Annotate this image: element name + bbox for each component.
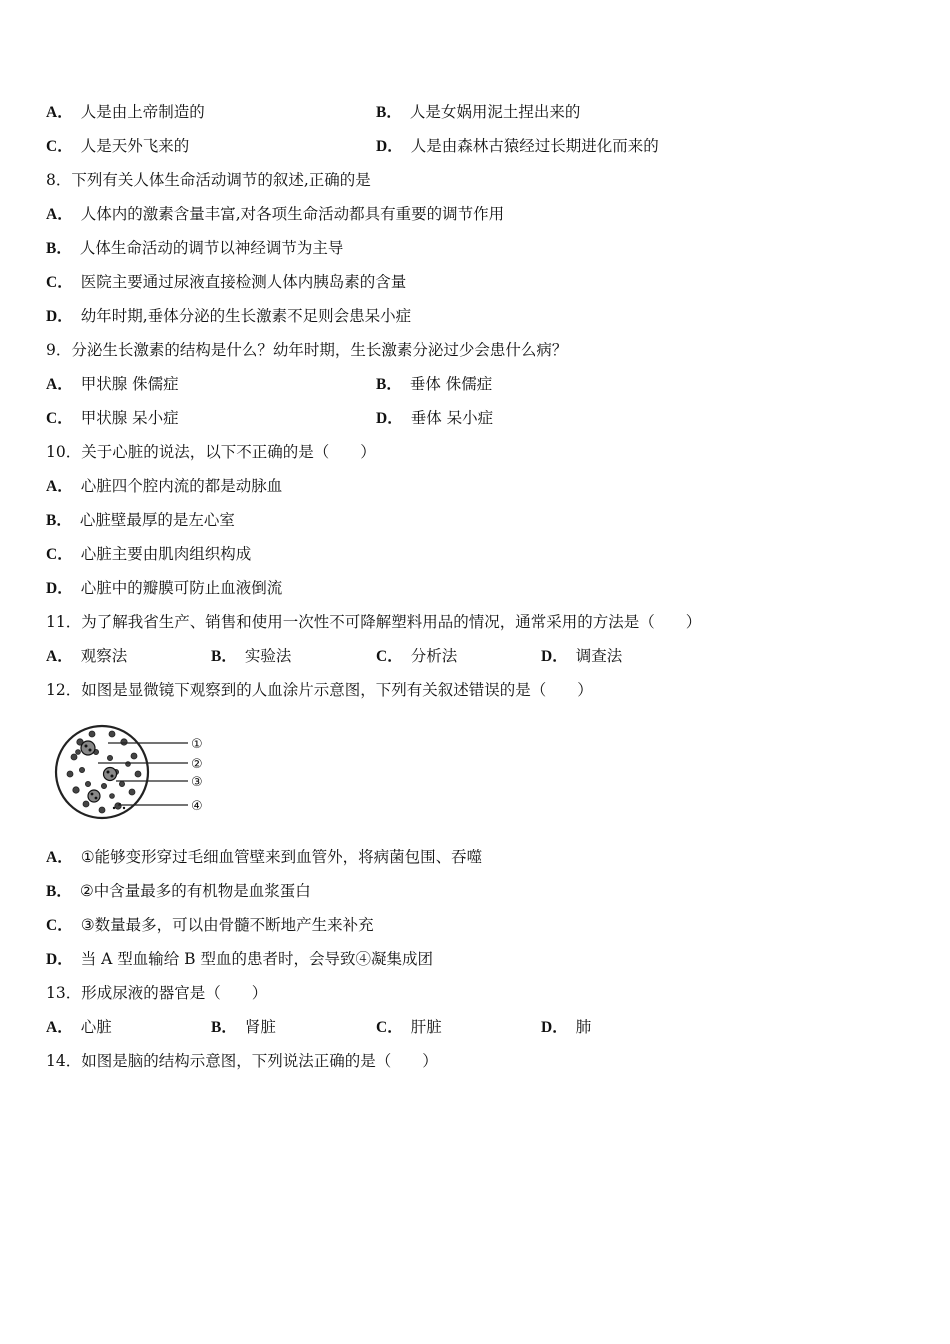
option-letter: A． <box>46 849 73 866</box>
option-text: 心脏四个腔内流的都是动脉血 <box>80 477 283 495</box>
option-letter: B． <box>46 240 72 257</box>
option-letter: D． <box>376 138 403 155</box>
figure-label-1: ① <box>191 737 203 752</box>
option-letter: B． <box>46 512 72 529</box>
option-text: 实验法 <box>244 647 292 665</box>
q12-option-a[interactable] <box>46 847 482 868</box>
q12-stem: 12．如图是显微镜下观察到的人血涂片示意图，下列有关叙述错误的是（ ） <box>46 681 593 699</box>
option-text: 当 A 型血输给 B 型血的患者时，会导致④凝集成团 <box>80 950 433 968</box>
option-text: 人是女娲用泥土捏出来的 <box>409 103 581 121</box>
option-text: 甲状腺 呆小症 <box>80 409 179 427</box>
option-letter: C． <box>46 410 73 427</box>
q8-option-c[interactable] <box>46 272 406 293</box>
option-letter: A． <box>46 206 73 223</box>
option-text: 人体生命活动的调节以神经调节为主导 <box>79 239 344 257</box>
q11-stem: 11．为了解我省生产、销售和使用一次性不可降解塑料用品的情况，通常采用的方法是（ ） <box>46 613 702 631</box>
option-letter: C． <box>46 917 73 934</box>
q9-option-b[interactable] <box>376 374 492 395</box>
option-letter: C． <box>376 1019 403 1036</box>
q12-option-c[interactable] <box>46 915 374 936</box>
q10-option-d[interactable] <box>46 578 282 599</box>
q7-option-a[interactable] <box>46 102 205 123</box>
q13-option-d[interactable] <box>541 1017 591 1038</box>
option-text: ②中含量最多的有机物是血浆蛋白 <box>79 882 311 900</box>
q8-stem: 8．下列有关人体生命活动调节的叙述,正确的是 <box>46 171 371 189</box>
q10-option-a[interactable] <box>46 476 282 497</box>
option-letter: A． <box>46 478 73 495</box>
option-letter: B． <box>211 1019 237 1036</box>
option-letter: A． <box>46 104 73 121</box>
option-text: 人是由上帝制造的 <box>80 103 205 121</box>
option-text: 人是天外飞来的 <box>80 137 190 155</box>
option-letter: A． <box>46 1019 73 1036</box>
option-text: 调查法 <box>575 647 623 665</box>
option-letter: B． <box>376 376 402 393</box>
q7-option-c[interactable] <box>46 136 189 157</box>
q8-option-a[interactable] <box>46 204 504 225</box>
option-letter: B． <box>46 883 72 900</box>
q9-option-a[interactable] <box>46 374 179 395</box>
q11-option-d[interactable] <box>541 646 622 667</box>
figure-label-4: ④ <box>191 799 203 814</box>
q7-option-b[interactable] <box>376 102 580 123</box>
q8-option-b[interactable] <box>46 238 343 259</box>
option-letter: C． <box>46 138 73 155</box>
q11-option-c[interactable] <box>376 646 457 667</box>
option-letter: D． <box>376 410 403 427</box>
figure-label-3: ③ <box>191 775 203 790</box>
blood-smear-figure <box>52 712 212 832</box>
option-letter: D． <box>46 580 73 597</box>
option-text: ③数量最多，可以由骨髓不断地产生来补充 <box>80 916 374 934</box>
option-letter: B． <box>211 648 237 665</box>
option-text: 甲状腺 侏儒症 <box>80 375 179 393</box>
option-text: 心脏 <box>80 1018 112 1036</box>
option-letter: D． <box>46 951 73 968</box>
q13-option-a[interactable] <box>46 1017 112 1038</box>
option-text: 心脏中的瓣膜可防止血液倒流 <box>80 579 283 597</box>
option-text: 肝脏 <box>410 1018 442 1036</box>
q9-option-d[interactable] <box>376 408 493 429</box>
figure-label-2: ② <box>191 757 203 772</box>
q10-option-b[interactable] <box>46 510 235 531</box>
option-letter: D． <box>541 1019 568 1036</box>
option-letter: D． <box>541 648 568 665</box>
option-text: 人体内的激素含量丰富,对各项生命活动都具有重要的调节作用 <box>80 205 505 223</box>
q10-option-c[interactable] <box>46 544 251 565</box>
q11-option-b[interactable] <box>211 646 291 667</box>
option-text: 观察法 <box>80 647 128 665</box>
option-text: 肺 <box>575 1018 592 1036</box>
option-letter: A． <box>46 648 73 665</box>
option-text: 人是由森林古猿经过长期进化而来的 <box>410 137 659 155</box>
q8-option-d[interactable] <box>46 306 411 327</box>
option-text: 垂体 呆小症 <box>410 409 494 427</box>
option-letter: D． <box>46 308 73 325</box>
q11-option-a[interactable] <box>46 646 127 667</box>
option-letter: B． <box>376 104 402 121</box>
option-letter: A． <box>46 376 73 393</box>
q13-option-b[interactable] <box>211 1017 276 1038</box>
q10-stem: 10．关于心脏的说法，以下不正确的是（ ） <box>46 443 376 461</box>
option-text: 医院主要通过尿液直接检测人体内胰岛素的含量 <box>80 273 407 291</box>
q9-option-c[interactable] <box>46 408 179 429</box>
q7-option-d[interactable] <box>376 136 659 157</box>
option-text: 幼年时期,垂体分泌的生长激素不足则会患呆小症 <box>80 307 412 325</box>
q13-stem: 13．形成尿液的器官是（ ） <box>46 984 268 1002</box>
option-text: 垂体 侏儒症 <box>409 375 493 393</box>
q14-stem: 14．如图是脑的结构示意图，下列说法正确的是（ ） <box>46 1052 438 1070</box>
option-letter: C． <box>376 648 403 665</box>
option-text: 心脏主要由肌肉组织构成 <box>80 545 252 563</box>
option-letter: C． <box>46 274 73 291</box>
q12-option-b[interactable] <box>46 881 311 902</box>
option-text: 心脏壁最厚的是左心室 <box>79 511 235 529</box>
q12-option-d[interactable] <box>46 949 433 970</box>
q13-option-c[interactable] <box>376 1017 442 1038</box>
q9-stem: 9．分泌生长激素的结构是什么？幼年时期，生长激素分泌过少会患什么病？ <box>46 341 568 359</box>
option-text: ①能够变形穿过毛细血管壁来到血管外，将病菌包围、吞噬 <box>80 848 483 866</box>
option-text: 分析法 <box>410 647 458 665</box>
option-letter: C． <box>46 546 73 563</box>
option-text: 肾脏 <box>244 1018 276 1036</box>
